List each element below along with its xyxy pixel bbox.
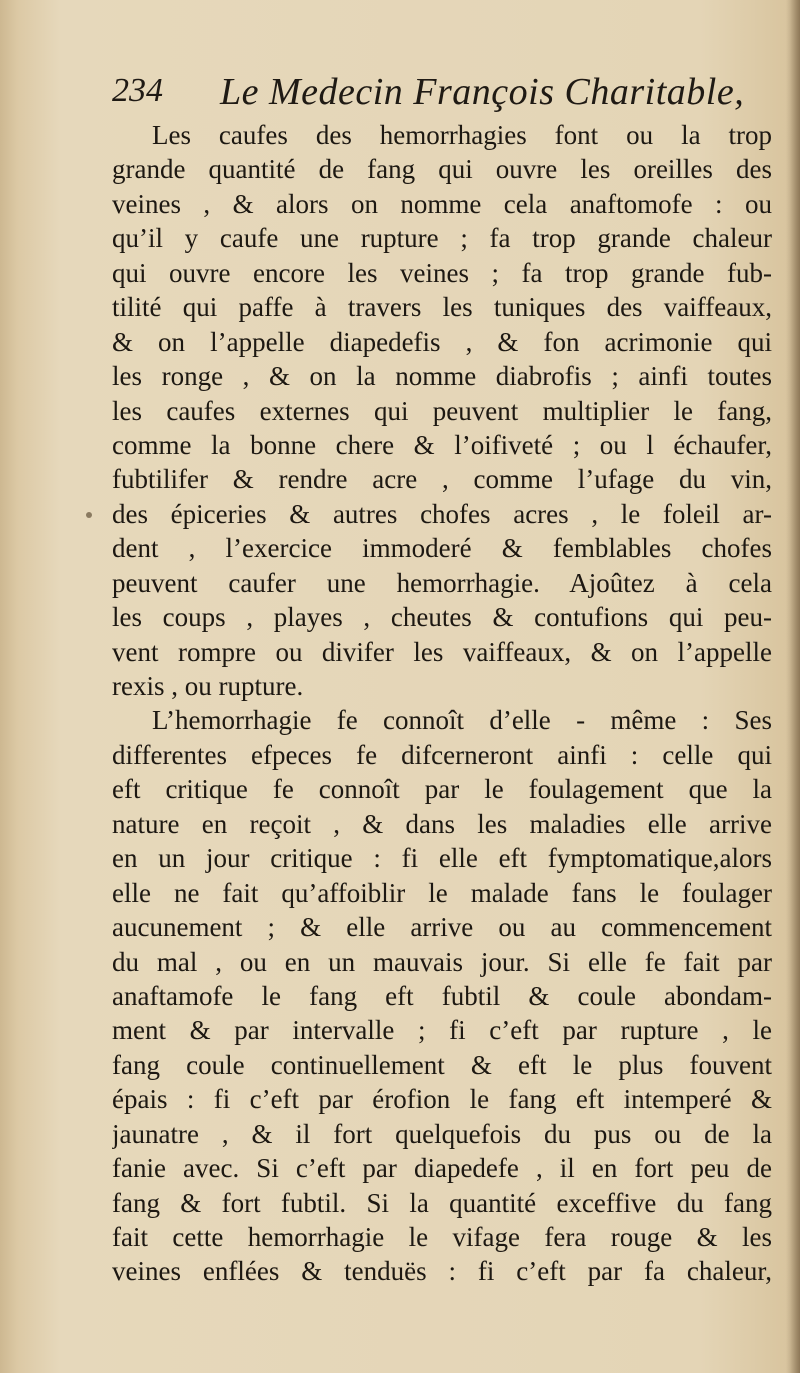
text-line: elle ne fait qu’affoiblir le malade fans le foulager [112,877,772,908]
text-line: du mal , ou en un mauvais jour. Si elle fe fait par [112,946,772,977]
text-line: des épiceries & autres chofes acres , le foleil ar- [112,498,772,529]
text-line: fubtilifer & rendre acre , comme l’ufage du vin, [112,464,772,495]
text-line: L’hemorrhagie fe connoît d’elle - même : Ses [152,705,772,736]
ink-spot [86,512,92,518]
text-line: aucunement ; & elle arrive ou au commencement [112,912,772,943]
text-line: & on l’appelle diapedefis , & fon acrimonie qui [112,326,772,357]
text-line: comme la bonne chere & l’oifiveté ; ou l échaufer, [112,429,772,460]
text-line: qui ouvre encore les veines ; fa trop grande fub- [112,257,772,288]
text-line: Les caufes des hemorrhagies font ou la trop [152,120,772,150]
running-title: Le Medecin François Charitable, [220,71,745,113]
page-header [112,70,772,120]
page-edge-shadow [786,0,800,1373]
text-line: anaftamofe le fang eft fubtil & coule abondam- [112,980,772,1011]
text-line: en un jour critique : fi elle eft fymptomatique,alors [112,843,772,874]
text-line: fang & fort fubtil. Si la quantité exceffive du fang [112,1187,772,1218]
text-line: differentes efpeces fe difcerneront ainfi : celle qui [112,739,772,770]
page-number: 234 [112,72,163,109]
text-line: jaunatre , & il fort quelquefois du pus ou de la [112,1118,772,1149]
text-line: veines enflées & tenduës : fi c’eft par fa chaleur, [112,1256,772,1287]
text-line: qu’il y caufe une rupture ; fa trop grande chaleur [112,223,772,254]
text-line: tilité qui paffe à travers les tuniques des vaiffeaux, [112,292,772,323]
text-line: dent , l’exercice immoderé & femblables chofes [112,533,772,564]
text-line: vent rompre ou divifer les vaiffeaux, & on l’appelle [112,636,772,667]
body-text [112,118,772,1289]
text-line: les caufes externes qui peuvent multiplier le fang, [112,395,772,426]
text-line: nature en reçoit , & dans les maladies elle arrive [112,808,772,839]
text-line: grande quantité de fang qui ouvre les oreilles des [112,154,772,185]
text-line: rexis , ou rupture. [112,671,304,701]
text-line: peuvent caufer une hemorrhagie. Ajoûtez à cela [112,567,772,598]
text-line: les ronge , & on la nomme diabrofis ; ainfi toutes [112,361,772,392]
text-line: les coups , playes , cheutes & contufions qui peu- [112,602,772,633]
text-line: eft critique fe connoît par le foulagement que la [112,774,772,805]
text-line: fait cette hemorrhagie le vifage fera rouge & les [112,1222,772,1252]
text-line: fang coule continuellement & eft le plus fouvent [112,1049,772,1080]
text-line: épais : fi c’eft par érofion le fang eft intemperé & [112,1084,772,1115]
text-line: veines , & alors on nomme cela anaftomofe : ou [112,188,772,219]
text-line: fanie avec. Si c’eft par diapedefe , il en fort peu de [112,1153,772,1184]
text-line: ment & par intervalle ; fi c’eft par rupture , le [112,1015,772,1046]
